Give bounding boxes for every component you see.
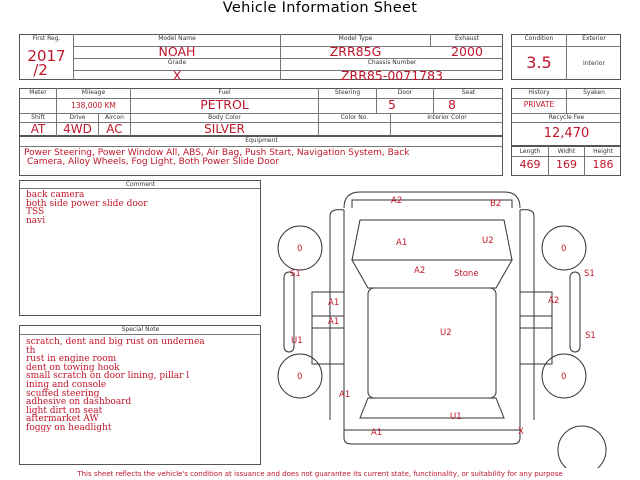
fuel-label: Fuel (218, 89, 231, 96)
grade-label: Grade (167, 59, 187, 66)
damage-mark: 0 (561, 372, 567, 382)
equipment-line-1: Power Steering, Power Window All, ABS, Air Bag, Push Start, Navigation System, Back (24, 148, 410, 158)
recycle-value: 12,470 (543, 126, 590, 141)
history-value: PRIVATE (523, 100, 555, 109)
damage-mark: S1 (584, 269, 595, 279)
damage-mark: Stone (454, 269, 479, 279)
damage-mark: A1 (371, 428, 383, 438)
right-rear-door (520, 328, 552, 364)
damage-mark: U2 (440, 328, 452, 338)
damage-mark: U1 (450, 412, 462, 422)
door-label: Door (397, 89, 413, 96)
door-value: 5 (388, 97, 396, 112)
model-type-label: Model Type (338, 35, 373, 42)
right-middle-door (520, 316, 552, 328)
rear-hatch-outline (360, 398, 504, 418)
equipment-label: Equipment (245, 137, 278, 144)
damage-mark: A1 (328, 298, 340, 308)
car-damage-diagram (268, 180, 628, 468)
body-color-value: SILVER (204, 122, 245, 136)
model-name-value: NOAH (158, 44, 196, 59)
note-line: aftermarket AW (26, 414, 99, 425)
drive-value: 4WD (63, 122, 92, 136)
syaken-label: Syaken (583, 89, 605, 96)
drive-label: Drive (69, 114, 86, 121)
exhaust-value: 2000 (451, 44, 483, 59)
exterior-label: Exterior (582, 35, 606, 42)
body-color-label: Body Color (208, 114, 241, 121)
seat-value: 8 (448, 97, 456, 112)
damage-mark: S1 (585, 331, 596, 341)
grade-value: X (172, 68, 182, 83)
comment-line: navi (26, 215, 46, 226)
model-type-value: ZRR85G (329, 44, 382, 59)
chassis-label: Chassis Number (367, 59, 417, 66)
height-value: 186 (592, 158, 614, 171)
damage-mark: A2 (391, 196, 403, 206)
note-line: foggy on headlight (26, 422, 112, 433)
comment-line: both side power slide door (26, 198, 148, 209)
height-label: Height (593, 148, 613, 155)
damage-mark: A1 (339, 390, 351, 400)
comment-list (26, 191, 148, 225)
exhaust-label: Exhaust (454, 35, 480, 42)
chassis-value: ZRR85-0071783 (340, 68, 444, 83)
damage-mark: 0 (297, 244, 303, 254)
note-line: rust in engine room (26, 354, 117, 365)
shift-value: AT (30, 122, 46, 136)
damage-mark: U2 (482, 236, 494, 246)
damage-mark: B2 (490, 199, 502, 209)
special-note-label: Special Note (121, 326, 160, 333)
condition-value: 3.5 (526, 53, 552, 72)
note-line: ining and console (26, 379, 107, 390)
comment-line: back camera (26, 190, 85, 200)
first-reg-month: /2 (33, 61, 48, 79)
history-label: History (528, 89, 550, 96)
windshield-outline (352, 260, 512, 288)
fuel-value: PETROL (200, 97, 249, 112)
color-no-label: Color No. (340, 114, 369, 121)
damage-mark: X (518, 427, 524, 437)
length-value: 469 (519, 158, 541, 171)
aircon-label: Aircon (105, 114, 124, 121)
note-line: dent on towing hook (26, 362, 120, 373)
right-side-panel (570, 272, 580, 352)
length-label: Length (519, 148, 541, 155)
interior-label: Interior (583, 60, 605, 67)
damage-mark: A2 (414, 266, 426, 276)
damage-mark: U1 (291, 336, 303, 346)
note-line: th (26, 345, 36, 356)
left-rear-door (312, 328, 344, 364)
comment-line: TSS (26, 207, 45, 218)
condition-label: Condition (524, 35, 554, 42)
special-note-list (26, 338, 205, 433)
damage-mark: A1 (396, 238, 408, 248)
recycle-label: Recycle Fee (548, 114, 585, 121)
mileage-value: 138,000 KM (71, 101, 116, 110)
damage-mark: S1 (290, 269, 301, 279)
width-value: 169 (556, 158, 577, 171)
first-reg-year: 2017 (27, 47, 66, 65)
note-line: scratch, dent and big rust on undernea (26, 337, 205, 347)
roof-outline (368, 288, 496, 398)
aircon-value: AC (106, 122, 123, 136)
comment-label: Comment (125, 181, 156, 188)
damage-mark: A2 (548, 296, 560, 306)
first-reg-label: First Reg. (32, 35, 61, 42)
interior-color-label: Interior Color (427, 114, 467, 121)
sheet-title: Vehicle Information Sheet (222, 0, 418, 16)
meter-label: Meter (29, 89, 47, 96)
damage-mark: 0 (297, 372, 303, 382)
shift-label: Shift (31, 114, 45, 121)
damage-mark: A1 (328, 317, 340, 327)
note-line: scuffed steering (26, 388, 100, 399)
note-line: light dirt on seat (26, 405, 103, 416)
spare-wheel (558, 426, 606, 468)
equipment-line-2: Camera, Alloy Wheels, Fog Light, Both Power Slide Door (27, 157, 279, 167)
note-line: adhesive on dashboard (26, 397, 132, 408)
mileage-label: Mileage (81, 89, 106, 96)
seat-label: Seat (461, 89, 476, 96)
footer-disclaimer: This sheet reflects the vehicle's condition at issuance and does not guarantee its current state, functionality, or suitability for any purpose (77, 470, 563, 478)
steering-label: Steering (334, 89, 361, 96)
model-name-label: Model Name (158, 35, 196, 42)
note-line: small scratch on door lining, pillar l (26, 371, 190, 382)
damage-mark: 0 (561, 244, 567, 254)
width-label: Widht (557, 148, 576, 155)
